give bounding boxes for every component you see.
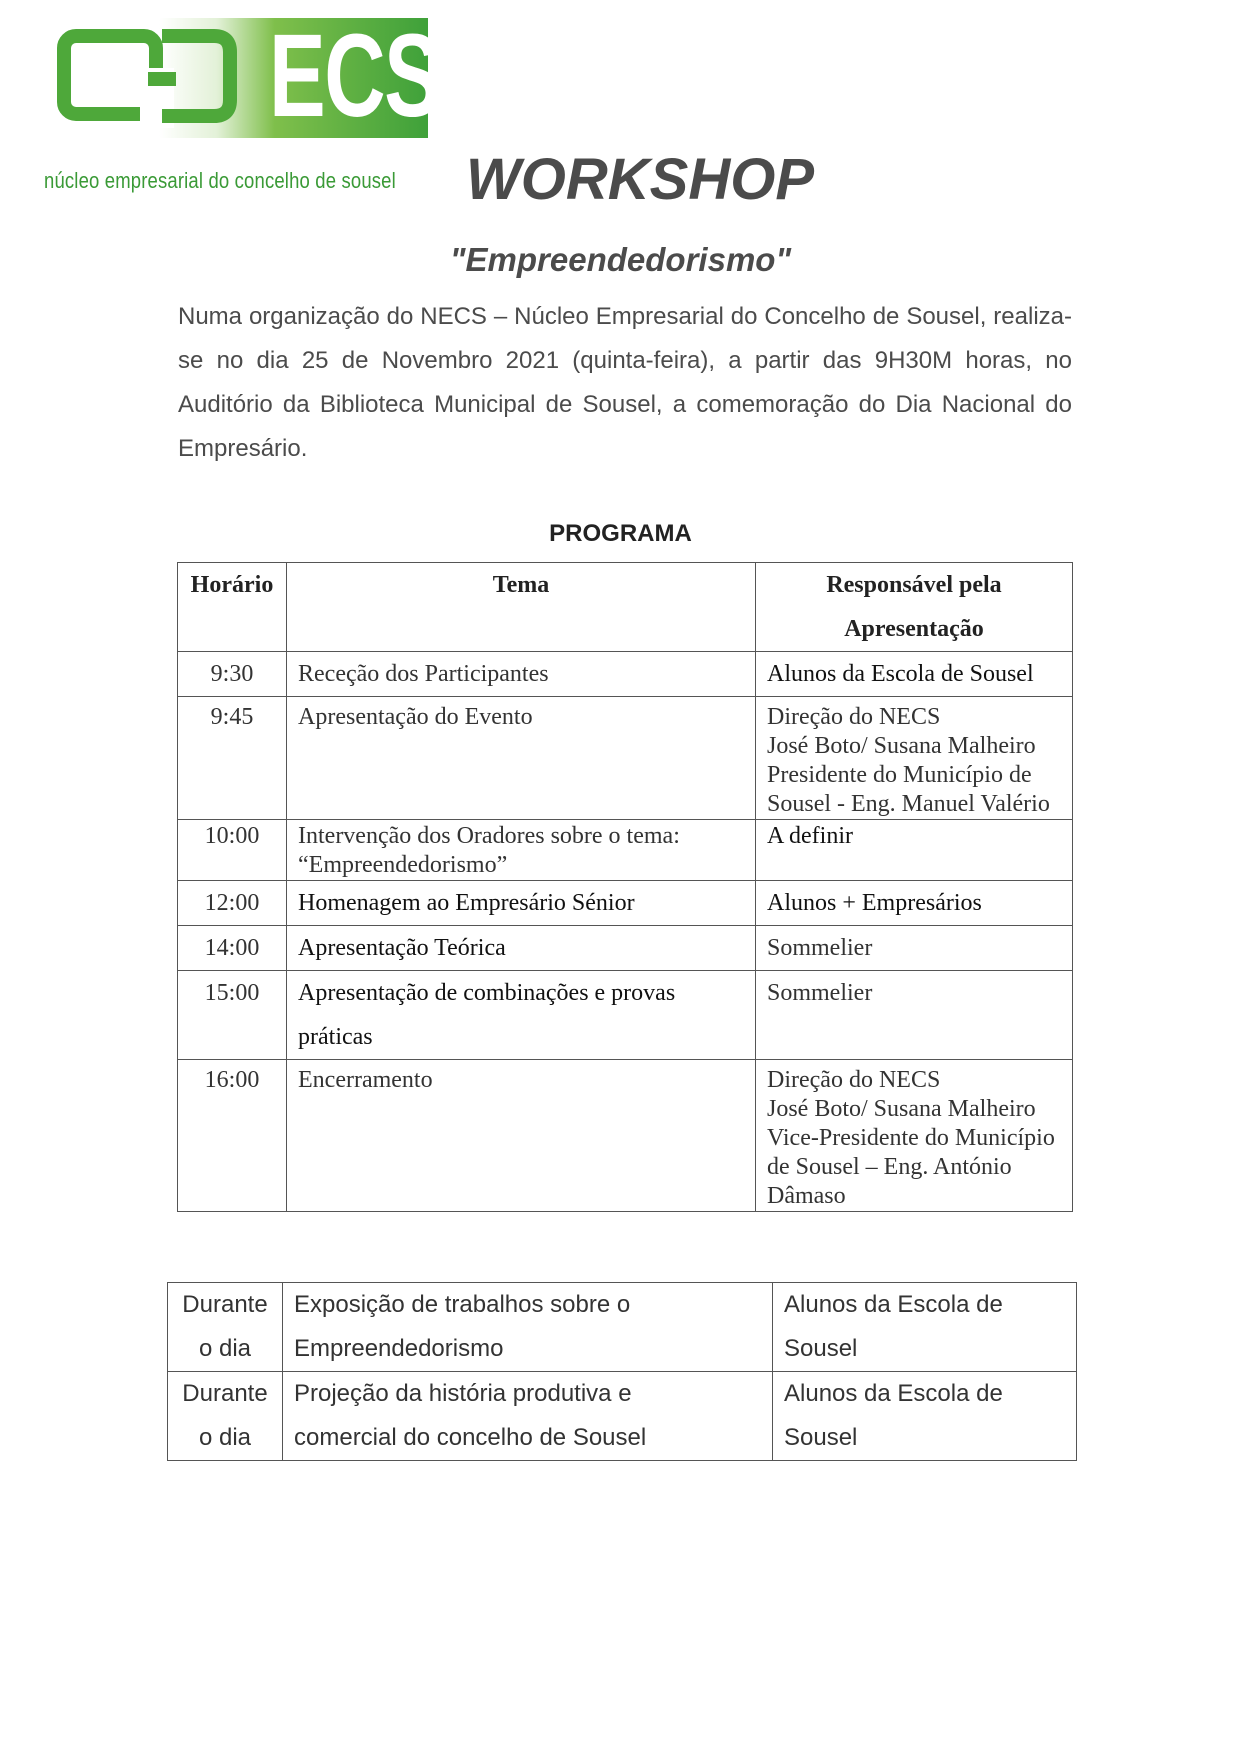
row-responsavel-line: Direção do NECS	[767, 704, 941, 730]
row-responsavel-line: Vice-Presidente do Município	[767, 1125, 1055, 1151]
table-row	[178, 697, 1073, 820]
row-responsavel-line: José Boto/ Susana Malheiro	[767, 733, 1036, 759]
programa-heading: PROGRAMA	[549, 520, 692, 547]
row-responsavel-line: Sousel - Eng. Manuel Valério	[767, 791, 1050, 817]
row-tema-line: Apresentação de combinações e provas	[298, 980, 676, 1006]
intro-paragraph: Numa organização do NECS – Núcleo Empresarial do Concelho de Sousel, realiza-se no dia 25 de Novembro 2021 (quinta-feira), a partir das 9H30M horas, no Auditório da Biblioteca Municipal de Sousel, a comemoração do Dia Nacional do Empresário.	[178, 303, 1072, 462]
row-responsavel-line: Direção do NECS	[767, 1067, 941, 1093]
row-responsavel-line: Sousel	[784, 1424, 858, 1451]
row-tema: Apresentação Teórica	[298, 935, 506, 961]
row-time: 15:00	[178, 971, 287, 1060]
header-responsavel: Responsável pela Apresentação	[756, 563, 1073, 652]
row-time: 12:00	[178, 881, 287, 926]
row-responsavel: Sommelier	[767, 980, 873, 1006]
row-time: 9:45	[178, 697, 287, 820]
row-tema-line: Empreendedorismo	[294, 1335, 504, 1362]
page-title: WORKSHOP	[466, 147, 814, 212]
row-time: 10:00	[178, 820, 287, 881]
row-responsavel-line: de Sousel – Eng. António	[767, 1154, 1012, 1180]
logo-mark-icon	[44, 18, 274, 138]
table-row	[178, 820, 1073, 881]
header-horario: Horário	[178, 563, 287, 652]
activities-table	[167, 1282, 1077, 1461]
row-when-line: o dia	[198, 1335, 252, 1362]
row-time: 16:00	[178, 1060, 287, 1212]
row-tema: Homenagem ao Empresário Sénior	[298, 890, 635, 916]
row-tema-line: Intervenção dos Oradores sobre o tema:	[298, 823, 680, 849]
logo-letters: ECS	[269, 10, 440, 142]
row-tema: Apresentação do Evento	[298, 704, 533, 730]
table-row	[178, 881, 1073, 926]
row-tema-line: Projeção da história produtiva e	[294, 1380, 632, 1407]
row-tema-line: Exposição de trabalhos sobre o	[294, 1291, 631, 1318]
table-row	[178, 971, 1073, 1060]
row-responsavel: Alunos da Escola de Sousel	[767, 661, 1034, 687]
row-time: 14:00	[178, 926, 287, 971]
page-subtitle: "Empreendedorismo"	[449, 241, 792, 278]
row-tema: Receção dos Participantes	[298, 661, 549, 687]
row-responsavel-line: Presidente do Município de	[767, 762, 1032, 788]
header-tema: Tema	[287, 563, 756, 652]
row-responsavel-line: Dâmaso	[767, 1183, 846, 1209]
table-header-row	[178, 563, 1073, 652]
row-tema-line: comercial do concelho de Sousel	[294, 1424, 647, 1451]
row-responsavel-line: Alunos da Escola de	[784, 1380, 1003, 1407]
row-tema-line: práticas	[298, 1024, 373, 1050]
row-responsavel: Alunos + Empresários	[767, 890, 982, 916]
table-row	[168, 1283, 1077, 1372]
row-time: 9:30	[178, 652, 287, 697]
table-row	[178, 926, 1073, 971]
necs-logo	[44, 10, 440, 193]
row-when-line: Durante	[182, 1380, 268, 1407]
row-responsavel-line: Sousel	[784, 1335, 858, 1362]
table-row	[168, 1372, 1077, 1461]
row-responsavel: A definir	[767, 823, 853, 849]
row-when-line: o dia	[198, 1424, 252, 1451]
row-tema: Encerramento	[298, 1067, 433, 1093]
row-responsavel-line: Alunos da Escola de	[784, 1291, 1003, 1318]
row-responsavel-line: José Boto/ Susana Malheiro	[767, 1096, 1036, 1122]
logo-tagline: núcleo empresarial do concelho de sousel	[44, 168, 396, 193]
table-row	[178, 1060, 1073, 1212]
programa-table	[177, 562, 1073, 1212]
row-tema-line: “Empreendedorismo”	[298, 852, 508, 878]
table-row	[178, 652, 1073, 697]
row-responsavel: Sommelier	[767, 935, 873, 961]
row-when-line: Durante	[182, 1291, 268, 1318]
